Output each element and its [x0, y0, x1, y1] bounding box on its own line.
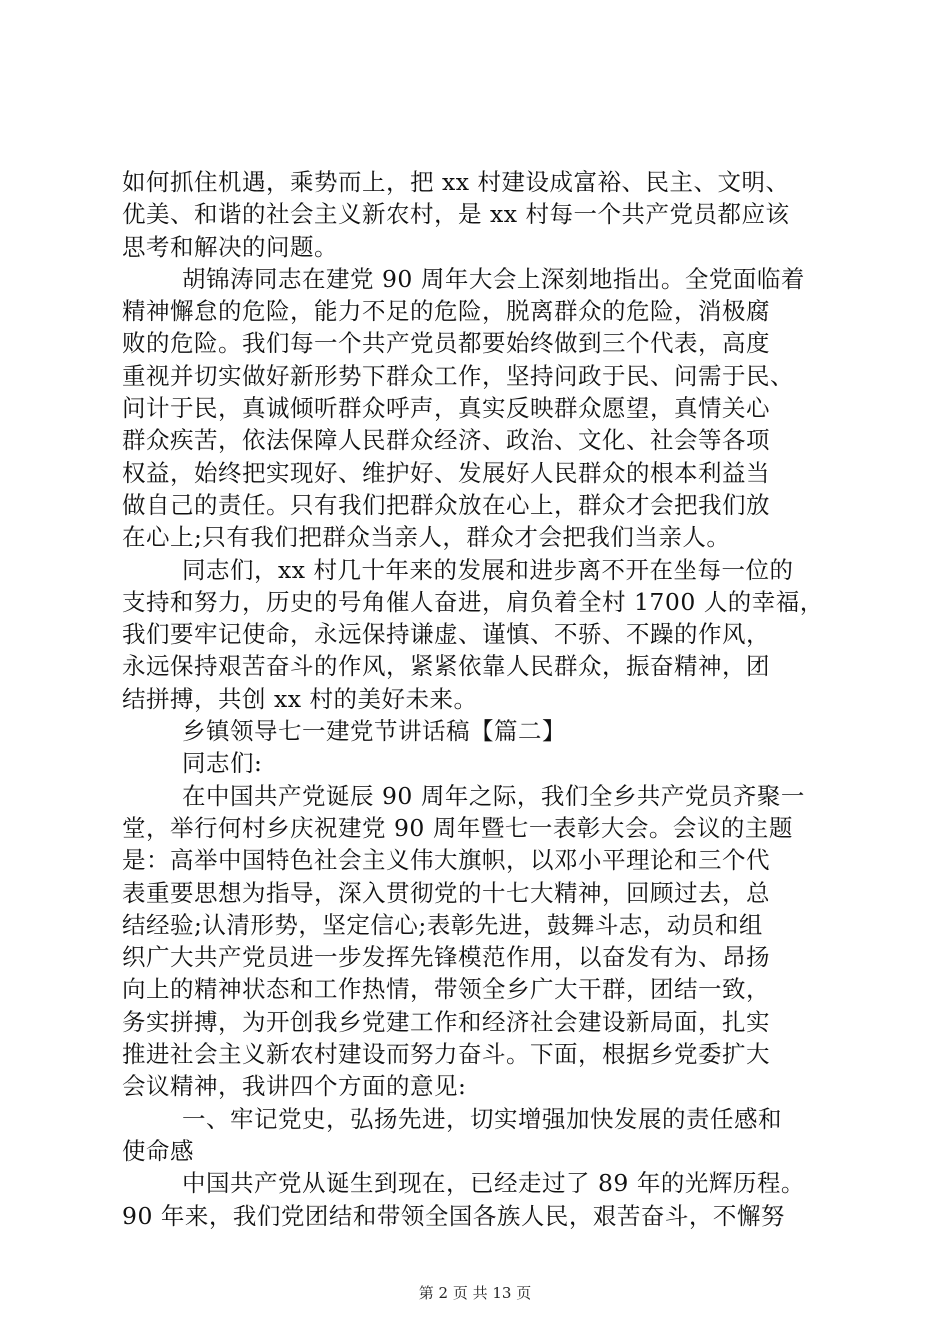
text-line: 90 年来，我们党团结和带领全国各族人民，艰苦奋斗，不懈努 [122, 1201, 785, 1230]
text-line: 中国共产党从诞生到现在，已经走过了 89 年的光辉历程。 [182, 1169, 805, 1198]
text-line: 向上的精神状态和工作热情，带领全乡广大干群，团结一致， [122, 975, 770, 1004]
text-line: 一、牢记党史，弘扬先进，切实增强加快发展的责任感和 [182, 1104, 782, 1133]
text-line: 思考和解决的问题。 [122, 232, 338, 261]
text-line: 乡镇领导七一建党节讲话稿【篇二】 [182, 717, 566, 746]
text-line: 问计于民，真诚倾听群众呼声，真实反映群众愿望，真情关心 [122, 394, 770, 423]
text-line: 在中国共产党诞辰 90 周年之际，我们全乡共产党员齐聚一 [182, 781, 805, 810]
text-line: 败的危险。我们每一个共产党员都要始终做到三个代表，高度 [122, 329, 770, 358]
text-line: 精神懈怠的危险，能力不足的危险，脱离群众的危险，消极腐 [122, 297, 770, 326]
text-line: 支持和努力，历史的号角催人奋进，肩负着全村 1700 人的幸福， [122, 587, 824, 616]
text-line: 永远保持艰苦奋斗的作风，紧紧依靠人民群众，振奋精神，团 [122, 652, 770, 681]
text-line: 重视并切实做好新形势下群众工作，坚持问政于民、问需于民、 [122, 361, 794, 390]
text-line: 群众疾苦，依法保障人民群众经济、政治、文化、社会等各项 [122, 426, 770, 455]
text-line: 推进社会主义新农村建设而努力奋斗。下面，根据乡党委扩大 [122, 1040, 770, 1069]
text-line: 在心上;只有我们把群众当亲人，群众才会把我们当亲人。 [122, 523, 731, 552]
text-line: 表重要思想为指导，深入贯彻党的十七大精神，回顾过去，总 [122, 878, 770, 907]
text-line: 堂，举行何村乡庆祝建党 90 周年暨七一表彰大会。会议的主题 [122, 813, 793, 842]
text-line: 如何抓住机遇，乘势而上，把 xx 村建设成富裕、民主、文明、 [122, 168, 790, 196]
text-line: 务实拼搏，为开创我乡党建工作和经济社会建设新局面，扎实 [122, 1007, 770, 1036]
document-body [122, 166, 842, 1232]
text-line: 优美、和谐的社会主义新农村，是 xx 村每一个共产党员都应该 [122, 200, 790, 229]
text-line: 同志们，xx 村几十年来的发展和进步离不开在坐每一位的 [182, 555, 794, 584]
text-line: 会议精神，我讲四个方面的意见: [122, 1072, 467, 1101]
text-line: 做自己的责任。只有我们把群众放在心上，群众才会把我们放 [122, 490, 770, 519]
text-line: 使命感 [122, 1136, 194, 1165]
text-line: 是：高举中国特色社会主义伟大旗帜，以邓小平理论和三个代 [122, 846, 770, 875]
text-line: 织广大共产党员进一步发挥先锋模范作用，以奋发有为、昂扬 [122, 943, 770, 972]
text-line: 我们要牢记使命，永远保持谦虚、谨慎、不骄、不躁的作风， [122, 620, 770, 649]
text-line: 结拼搏，共创 xx 村的美好未来。 [122, 684, 478, 713]
page-footer: 第 2 页 共 13 页 [418, 1284, 532, 1302]
text-line: 结经验;认清形势，坚定信心;表彰先进，鼓舞斗志，动员和组 [122, 910, 763, 939]
text-line: 权益，始终把实现好、维护好、发展好人民群众的根本利益当 [122, 458, 770, 487]
text-line: 胡锦涛同志在建党 90 周年大会上深刻地指出。全党面临着 [182, 264, 805, 293]
text-line: 同志们: [182, 749, 263, 778]
